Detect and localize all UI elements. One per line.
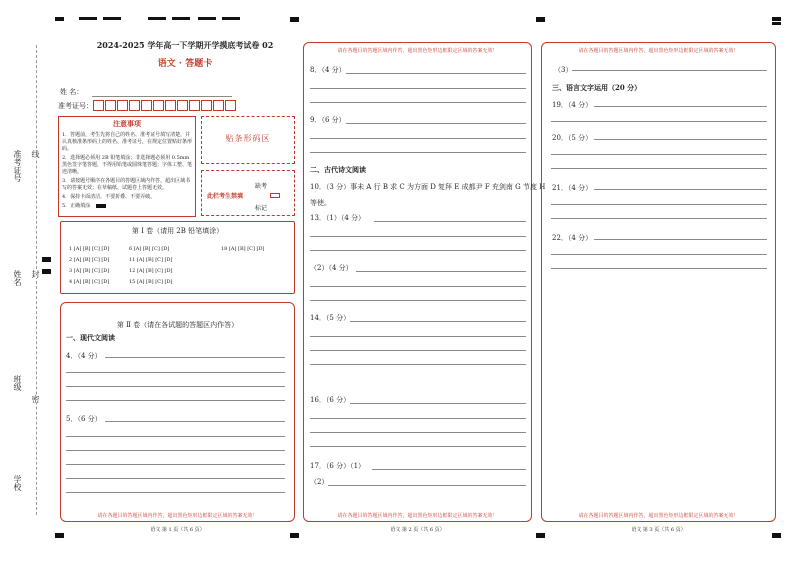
section1-title: 一、现代文阅读 [66, 333, 115, 342]
section2-title: 二、古代诗文阅读 [310, 165, 366, 174]
side-mark-2 [42, 269, 51, 274]
bottom-mark-4 [772, 533, 781, 538]
top-mark-1 [55, 17, 64, 21]
bottom-mark-1 [55, 533, 64, 538]
part2-title: 第 Ⅱ 卷（请在各试题的答题区内作答） [116, 321, 239, 329]
question-8: 8．（4 分） [310, 66, 346, 74]
barcode-area [201, 116, 295, 164]
part1-col3[interactable]: 18 [A] [B] [C] [D] [221, 246, 265, 252]
question-10-cont: 等使。 [310, 199, 331, 207]
page3-footer: 语文 第 3 页（共 6 页） [631, 527, 686, 533]
question-13-1: 13．（1）（4 分） [310, 214, 366, 222]
sidebar-line-label: 线 [31, 150, 40, 158]
top-mark-8 [290, 17, 299, 22]
top-mark-3 [103, 17, 121, 20]
page3-panel [541, 42, 776, 522]
question-13-2: （2）（4 分） [310, 264, 353, 272]
question-16: 16．（6 分） [310, 396, 351, 404]
binding-dash-line [36, 45, 37, 515]
top-mark-5 [172, 17, 190, 20]
notice-item-2: 2．选择题必须用 2B 铅笔填涂；非选择题必须用 0.5mm 黑色签字笔答题，不得用铅笔或圆珠笔答题；字体工整、笔迹清晰。 [62, 155, 193, 175]
part1-col2[interactable]: 6 [A] [B] [C] [D] 11 [A] [B] [C] [D] 12 [A] [B] [C] [D] 15 [A] [B] [C] [D] [129, 246, 173, 285]
question-19: 19．（4 分） [552, 101, 593, 109]
page2-warning-bottom: 请在各题目的答题区域内作答，超出黑色矩形边框限定区域的答案无效！ [337, 513, 498, 519]
part1-col1[interactable]: 1 [A] [B] [C] [D] 2 [A] [B] [C] [D] 3 [A] [B] [C] [D] 4 [A] [B] [C] [D] [69, 246, 110, 285]
sidebar-school-label: 学校 [13, 475, 22, 491]
part2-panel [60, 302, 295, 522]
sidebar-id-label: 准考证号 [13, 150, 22, 182]
bottom-mark-2 [290, 533, 299, 538]
sidebar-seal-label: 封 [31, 270, 40, 278]
notice-box [58, 116, 196, 217]
question-17-1: 17．（6 分）（1） [310, 462, 366, 470]
question-22: 22．（4 分） [552, 234, 593, 242]
part1-title: 第 Ⅰ 卷（请用 2B 铅笔填涂） [131, 227, 224, 235]
question-20: 20．（5 分） [552, 134, 593, 142]
bottom-mark-3 [536, 533, 545, 538]
part1-box [60, 221, 295, 294]
page1-footer: 语文 第 1 页（共 6 页） [150, 527, 205, 533]
absent-mark-label: 标记 [255, 205, 268, 212]
notice-item-4: 4．保持卡面清洁，不要折叠、不要弄破。 [62, 194, 156, 200]
absent-label: 此栏考生禁填 [207, 193, 244, 200]
absent-checkbox[interactable] [270, 193, 280, 198]
page2-panel [303, 42, 546, 522]
question-10: 10．（3 分）事未 A 行 B 求 C 为方面 D 复拜 E 成都尹 F 充剑南 G 节度 H [310, 183, 546, 191]
notice-title: 注意事项 [113, 119, 141, 128]
name-label: 姓 名： [60, 88, 84, 96]
fill-sample [96, 204, 106, 208]
top-mark-2 [79, 17, 97, 20]
item-3: （3） [554, 66, 573, 74]
sidebar-name-label: 姓名 [13, 270, 22, 286]
notice-item-1: 1．答题前，考生先将自己的姓名、准考证号填写清楚，并认真核准条形码上的姓名、准考证号，在规定位置贴好条形码。 [62, 132, 193, 152]
section3-title: 三、语言文字运用（20 分） [552, 83, 642, 92]
exam-title: 2024-2025 学年高一下学期开学摸底考试卷 02 [96, 40, 274, 50]
absent-status-label: 缺考 [255, 183, 268, 190]
question-5: 5．（6 分） [66, 415, 102, 423]
top-mark-9 [536, 17, 545, 22]
question-17-2: （2） [310, 478, 329, 486]
page1-warning: 请在各题目的答题区域内作答，超出黑色矩形边框限定区域的答案无效！ [97, 513, 258, 519]
barcode-label: 贴条形码区 [225, 134, 271, 143]
top-mark-7 [222, 17, 240, 20]
top-mark-6 [198, 17, 216, 20]
top-mark-11 [772, 22, 781, 25]
page2-footer: 语文 第 2 页（共 6 页） [390, 527, 445, 533]
absent-box [201, 170, 295, 216]
question-21: 21．（4 分） [552, 184, 593, 192]
page3-warning-top: 请在各题目的答题区域内作答，超出黑色矩形边框限定区域的答案无效！ [578, 48, 739, 54]
side-mark-1 [42, 257, 51, 262]
page2-warning-top: 请在各题目的答题区域内作答，超出黑色矩形边框限定区域的答案无效！ [337, 48, 498, 54]
name-field[interactable] [92, 96, 232, 97]
top-mark-4 [148, 17, 166, 20]
top-mark-10 [772, 17, 781, 21]
sidebar-class-label: 班级 [13, 375, 22, 391]
question-9: 9．（6 分） [310, 116, 346, 124]
id-label: 准考证号： [58, 102, 93, 110]
question-14: 14．（5 分） [310, 314, 351, 322]
exam-subtitle: 语文 · 答题卡 [157, 59, 213, 69]
page3-warning-bottom: 请在各题目的答题区域内作答，超出黑色矩形边框限定区域的答案无效！ [578, 513, 739, 519]
notice-item-3: 3．请按题号顺序在各题目的答题区域内作答，超出区域书写的答案无效；在草稿纸、试题卷上答题无效。 [62, 178, 191, 191]
question-4: 4．（4 分） [66, 352, 102, 360]
sidebar-dense-label: 密 [31, 395, 40, 403]
notice-item-5: 5．正确填涂 [62, 203, 192, 210]
